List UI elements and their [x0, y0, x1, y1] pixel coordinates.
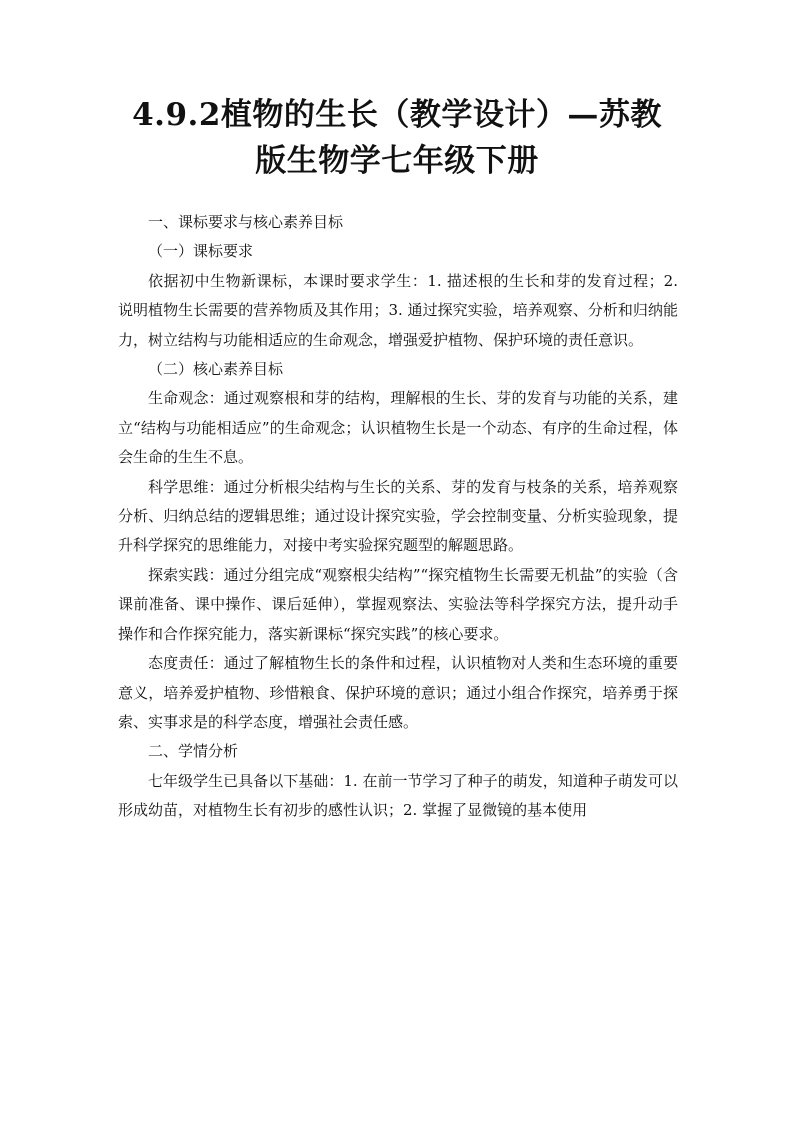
scientific-thinking-paragraph: 科学思维：通过分析根尖结构与生长的关系、芽的发育与枝条的关系，培养观察分析、归纳总结的逻辑思维；通过设计探究实验，学会控制变量、分析实验现象，提升科学探究的思维能力，对接中考实验探究题型的解题思路。	[118, 477, 678, 555]
inquiry-practice-paragraph: 探索实践：通过分组完成“观察根尖结构”“探究植物生长需要无机盐”的实验（含课前准备、课中操作、课后延伸），掌握观察法、实验法等科学探究方法，提升动手操作和合作探究能力，落实新课标“探究实践”的核心要求。	[118, 565, 678, 643]
title-line-2: 版生物学七年级下册	[255, 143, 539, 179]
life-concept-paragraph: 生命观念：通过观察根和芽的结构，理解根的生长、芽的发育与功能的关系，建立“结构与功能相适应”的生命观念；认识植物生长是一个动态、有序的生命过程，体会生命的生生不息。	[118, 389, 678, 467]
document-body	[118, 208, 678, 826]
title-line-1: 4.9.2植物的生长（教学设计）—苏教	[132, 97, 662, 133]
section-1-heading: 一、课标要求与核心素养目标	[148, 213, 344, 231]
section-1-1-heading: （一）课标要求	[148, 242, 254, 261]
attitude-responsibility-paragraph: 态度责任：通过了解植物生长的条件和过程，认识植物对人类和生态环境的重要意义，培养爱护植物、珍惜粮食、保护环境的意识；通过小组合作探究，培养勇于探索、实事求是的科学态度，增强社会责任感。	[118, 654, 678, 731]
curriculum-requirements-paragraph: 依据初中生物新课标，本课时要求学生：1. 描述根的生长和芽的发育过程；2. 说明植物生长需要的营养物质及其作用；3. 通过探究实验，培养观察、分析和归纳能力，树立结构与功能相适应的生命观念，增强爱护植物、保护环境的责任意识。	[118, 271, 678, 349]
section-1-2-heading: （二）核心素养目标	[148, 360, 284, 379]
document-title	[100, 92, 694, 184]
section-2-heading: 二、学情分析	[148, 742, 239, 761]
student-analysis-paragraph: 七年级学生已具备以下基础：1. 在前一节学习了种子的萌发，知道种子萌发可以形成幼苗，对植物生长有初步的感性认识；2. 掌握了显微镜的基本使用	[118, 771, 678, 820]
